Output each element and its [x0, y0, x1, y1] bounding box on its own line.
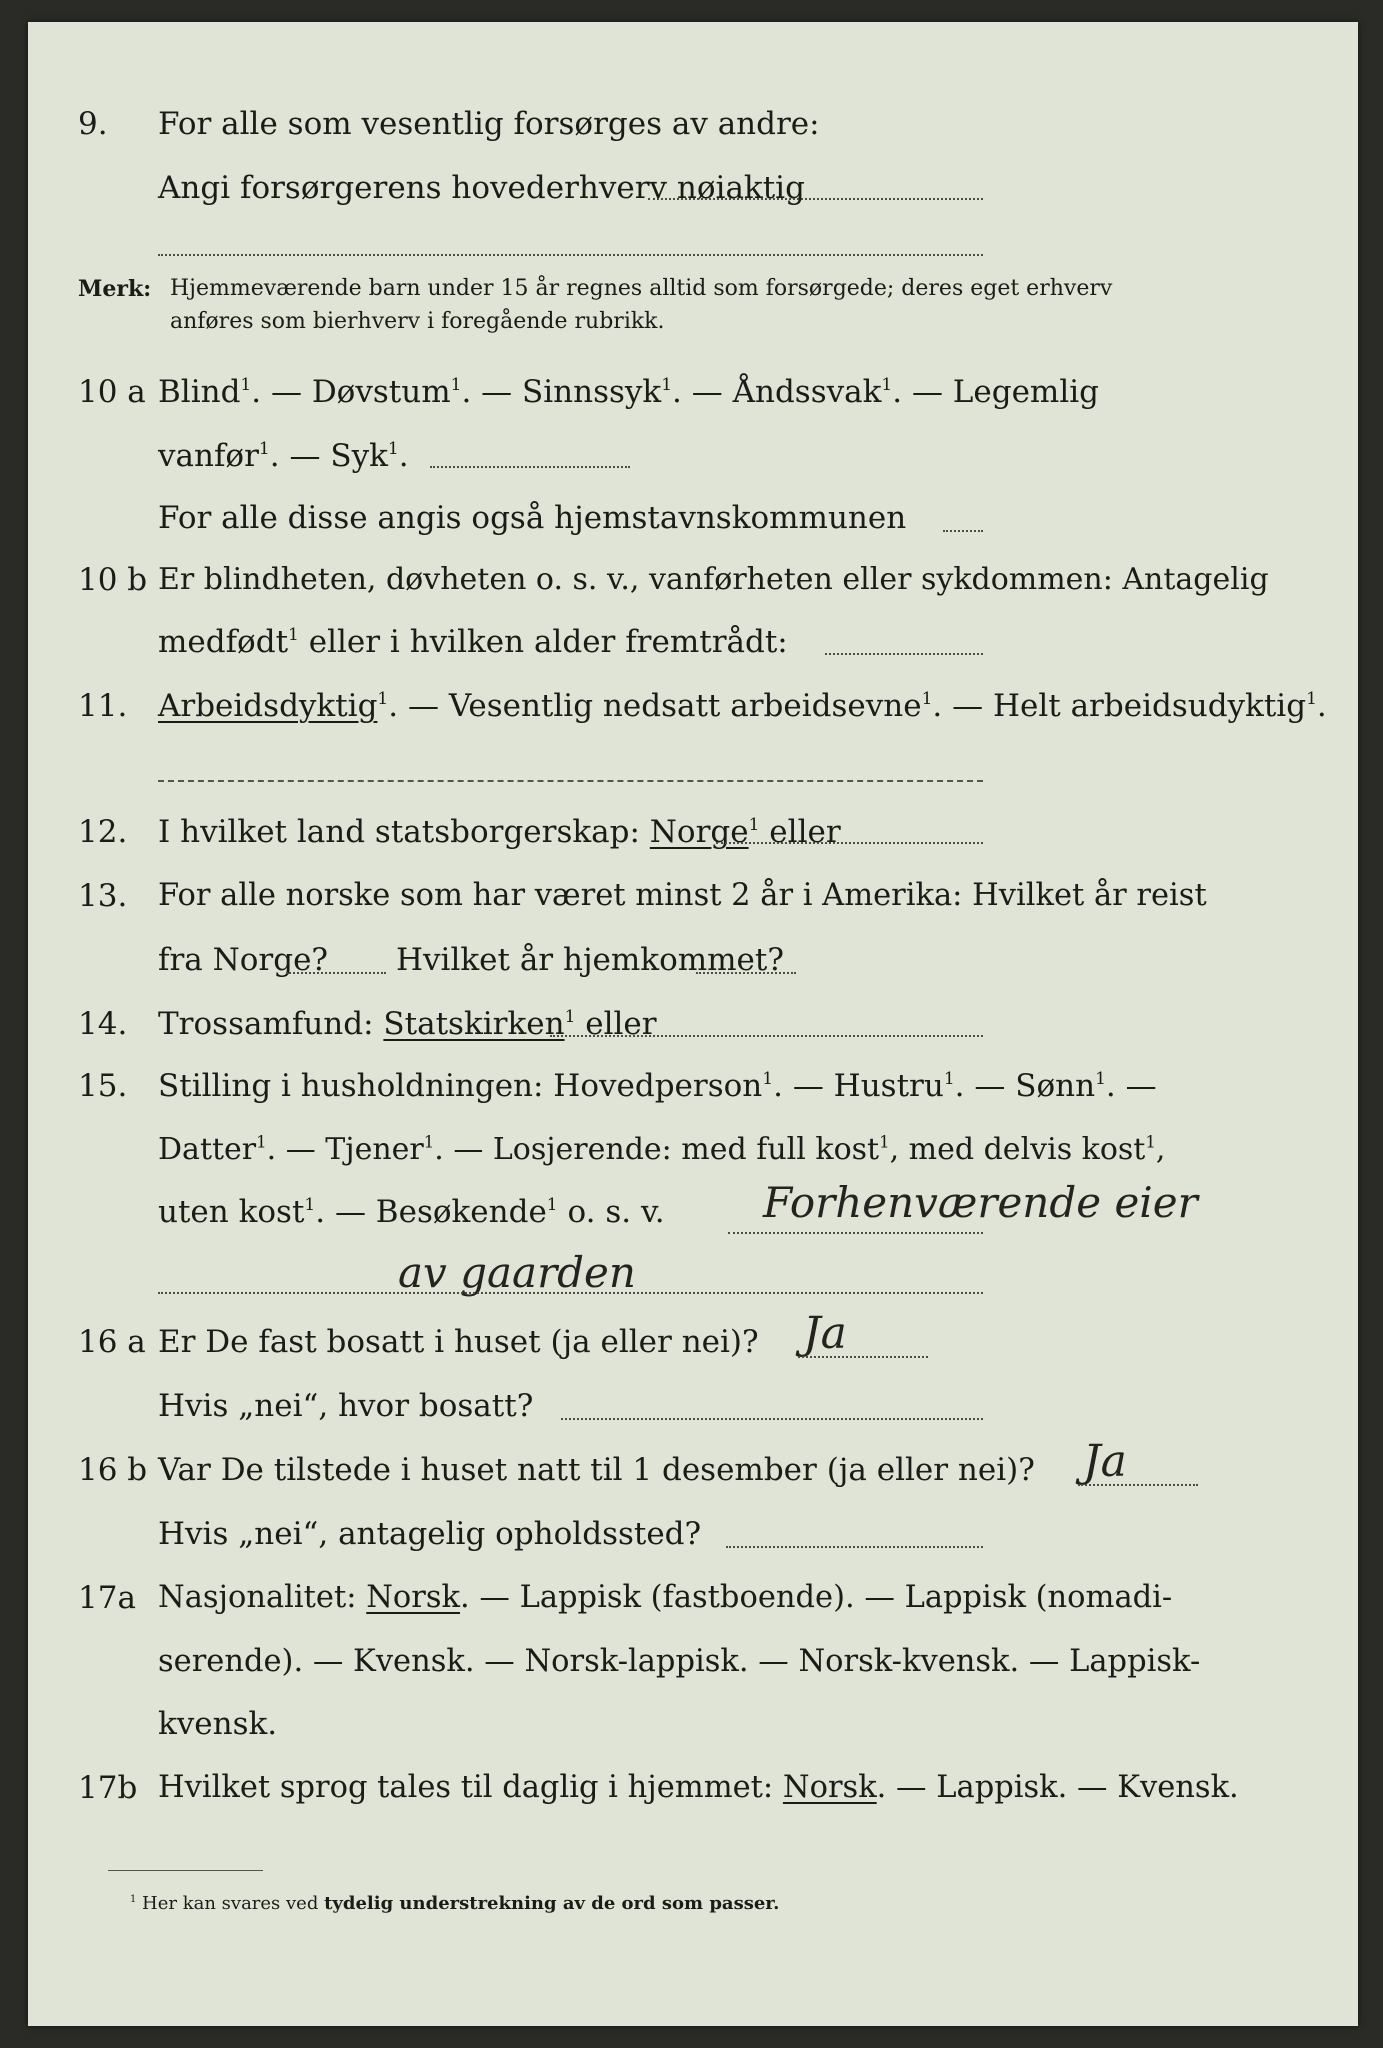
q12-answer-line[interactable]: [716, 842, 983, 844]
q9-answer-line-2[interactable]: [158, 254, 983, 256]
q10b-line1: Er blindheten, døvheten o. s. v., vanførheten eller sykdommen: Antagelig: [158, 562, 1269, 597]
q11-number: 11.: [78, 688, 128, 724]
q16a-answer-line[interactable]: [798, 1356, 928, 1358]
q15-handwritten-answer-1: Forhenværende eier: [763, 1178, 1198, 1227]
q14-answer-line[interactable]: [550, 1035, 983, 1037]
q10a-line2: vanfør$^1$. — Syk$^1$.: [158, 438, 409, 474]
q9-answer-line[interactable]: [648, 198, 983, 200]
q12-number: 12.: [78, 814, 128, 850]
q9-number: 9.: [78, 106, 108, 142]
q16b-number: 16 b: [78, 1452, 148, 1488]
q16b-line2: Hvis „nei“, antagelig opholdssted?: [158, 1516, 702, 1552]
q17a-line2: serende). — Kvensk. — Norsk-lappisk. — Norsk-kvensk. — Lappisk-: [158, 1644, 1201, 1679]
q17a-number: 17a: [78, 1580, 136, 1616]
q11-line: Arbeidsdyktig$^1$. — Vesentlig nedsatt arbeidsevne$^1$. — Helt arbeidsudyktig$^1$.: [158, 688, 1327, 724]
q16a-number: 16 a: [78, 1324, 146, 1360]
q17b-number: 17b: [78, 1770, 138, 1806]
q15-line2: Datter$^1$. — Tjener$^1$. — Losjerende: med full kost$^1$, med delvis kost$^1$,: [158, 1132, 1166, 1167]
q13-line1: For alle norske som har været minst 2 år i Amerika: Hvilket år reist: [158, 878, 1207, 913]
q10a-line1: Blind$^1$. — Døvstum$^1$. — Sinnssyk$^1$. — Åndssvak$^1$. — Legemlig: [158, 374, 1100, 410]
q16b-handwritten-answer: Ja: [1083, 1436, 1127, 1487]
q17a-selected-option: Norsk: [366, 1580, 460, 1615]
census-form-page: [28, 22, 1358, 2026]
q17a-line1: Nasjonalitet: Norsk. — Lappisk (fastboende). — Lappisk (nomadi-: [158, 1580, 1173, 1615]
q9-line1: For alle som vesentlig forsørges av andre:: [158, 106, 820, 142]
q17a-line3: kvensk.: [158, 1706, 278, 1742]
q11-answer-line[interactable]: [158, 780, 983, 782]
q10b-number: 10 b: [78, 562, 148, 598]
q15-line1: Stilling i husholdningen: Hovedperson$^1$. — Hustru$^1$. — Sønn$^1$. —: [158, 1068, 1157, 1104]
q10b-line2: medfødt$^1$ eller i hvilken alder fremtrådt:: [158, 624, 788, 660]
q15-handwritten-answer-2: av gaarden: [398, 1248, 636, 1297]
q16b-answer-line[interactable]: [1078, 1484, 1198, 1486]
q11-selected-option: Arbeidsdyktig: [158, 688, 378, 724]
q15-answer-line-1[interactable]: [728, 1232, 983, 1234]
q16b-line1: Var De tilstede i huset natt til 1 desember (ja eller nei)?: [158, 1452, 1035, 1488]
footnote: $^1$ Her kan svares ved tydelig understrekning av de ord som passer.: [130, 1893, 780, 1914]
merk-line1: Hjemmeværende barn under 15 år regnes alltid som forsørgede; deres eget erhverv: [170, 276, 1113, 301]
footnote-rule: [108, 1870, 263, 1871]
q14-number: 14.: [78, 1006, 128, 1042]
q17b-line: Hvilket sprog tales til daglig i hjemmet: Norsk. — Lappisk. — Kvensk.: [158, 1770, 1239, 1805]
q16a-line2: Hvis „nei“, hvor bosatt?: [158, 1388, 534, 1424]
q13-reist-line[interactable]: [286, 972, 386, 974]
q16a-line1: Er De fast bosatt i huset (ja eller nei)?: [158, 1324, 759, 1360]
q15-line3: uten kost$^1$. — Besøkende$^1$ o. s. v.: [158, 1194, 665, 1230]
q16b-opholdssted-line[interactable]: [726, 1546, 983, 1548]
merk-line2: anføres som bierhverv i foregående rubrikk.: [170, 309, 665, 334]
q16a-bosatt-line[interactable]: [561, 1418, 983, 1420]
q10b-answer-line[interactable]: [825, 653, 983, 655]
q17b-selected-option: Norsk: [782, 1770, 877, 1805]
q13-number: 13.: [78, 878, 128, 914]
q9-line2: Angi forsørgerens hovederhverv nøiaktig: [158, 170, 805, 206]
q15-answer-line-2[interactable]: [158, 1292, 983, 1294]
q15-number: 15.: [78, 1068, 128, 1104]
q14-line: Trossamfund: Statskirken$^1$ eller: [158, 1006, 657, 1042]
merk-label: Merk:: [78, 276, 152, 302]
q12-line: I hvilket land statsborgerskap: Norge$^1$ eller: [158, 814, 841, 850]
q10a-line3: For alle disse angis også hjemstavnskommunen: [158, 500, 907, 536]
q14-selected-option: Statskirken: [383, 1006, 565, 1042]
q13-line2b: Hvilket år hjemkommet?: [396, 942, 784, 978]
q10a-hjemstavn-line[interactable]: [943, 530, 983, 532]
q16a-handwritten-answer: Ja: [803, 1308, 847, 1359]
q12-selected-option: Norge: [649, 814, 749, 850]
q10a-number: 10 a: [78, 374, 146, 410]
q13-line2a: fra Norge?: [158, 942, 329, 978]
q10a-syk-line[interactable]: [430, 466, 630, 468]
q13-hjemkommet-line[interactable]: [696, 972, 796, 974]
